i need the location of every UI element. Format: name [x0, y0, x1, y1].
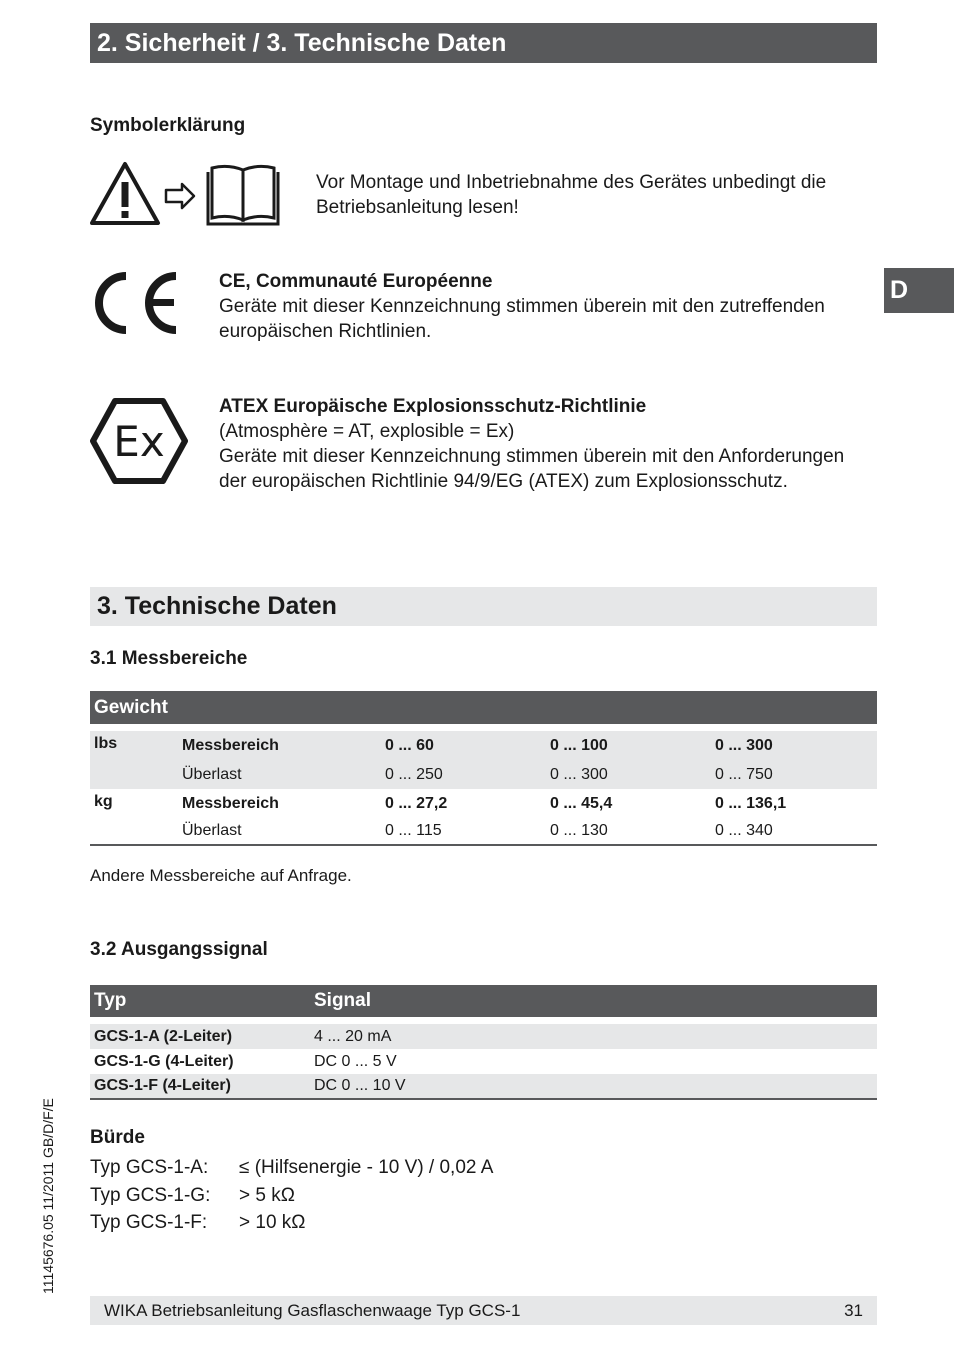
burde-row	[90, 1157, 493, 1179]
col-signal-header: Signal	[314, 990, 372, 1011]
signal-table-header	[90, 985, 877, 1017]
weight-table	[90, 691, 877, 846]
weight-table-body	[90, 731, 877, 846]
value-cell: 0 ... 300	[550, 765, 608, 783]
page-number: 31	[844, 1301, 863, 1320]
burde-row	[90, 1185, 295, 1207]
atex-title: ATEX Europäische Explosionsschutz-Richtlinie	[219, 396, 647, 417]
col-typ-header: Typ	[94, 990, 127, 1011]
signal-table	[90, 985, 877, 1100]
typ-cell: GCS-1-F (4-Leiter)	[94, 1077, 231, 1094]
ce-description	[219, 269, 869, 344]
table-row	[90, 1024, 877, 1049]
table-row	[90, 760, 877, 789]
atex-ex-icon	[90, 398, 188, 484]
value-cell: 0 ... 340	[715, 822, 773, 839]
arrow-right-icon	[166, 184, 194, 208]
unit-cell: kg	[94, 793, 113, 810]
burde-key: Typ GCS-1-F:	[90, 1212, 208, 1233]
language-tab[interactable]: D	[884, 268, 954, 313]
table-row	[90, 731, 877, 760]
value-cell: 0 ... 27,2	[385, 794, 448, 812]
weight-table-header: Gewicht	[90, 691, 877, 724]
manual-text: Vor Montage und Inbetriebnahme des Gerätes unbedingt die Betriebsanleitung lesen!	[316, 172, 827, 218]
book-icon	[208, 166, 278, 224]
read-manual-icon	[90, 160, 285, 228]
value-cell: 0 ... 45,4	[550, 794, 613, 812]
value-cell: 0 ... 115	[385, 822, 442, 839]
ce-title: CE, Communauté Européenne	[219, 271, 493, 292]
unit-cell: lbs	[94, 735, 118, 752]
symbols-heading: Symbolerklärung	[90, 115, 246, 136]
value-cell: 0 ... 60	[385, 736, 434, 754]
warning-icon	[92, 164, 158, 223]
ce-mark-icon	[90, 270, 182, 336]
signal-cell: DC 0 ... 5 V	[314, 1052, 397, 1070]
burde-value: ≤ (Hilfsenergie - 10 V) / 0,02 A	[239, 1157, 494, 1178]
value-cell: 0 ... 136,1	[715, 794, 787, 812]
label-cell: Messbereich	[182, 736, 279, 754]
burde-key: Typ GCS-1-G:	[90, 1185, 211, 1206]
signal-cell: DC 0 ... 10 V	[314, 1077, 406, 1094]
ce-text: Geräte mit dieser Kennzeichnung stimmen überein mit den zutreffenden europäischen Richtlinien.	[219, 296, 825, 342]
section-heading	[90, 587, 877, 626]
atex-text: Geräte mit dieser Kennzeichnung stimmen überein mit den Anforderungen der europäischen Richtlinie 94/9/EG (ATEX) zum Explosionsschutz.	[219, 446, 845, 492]
unit-cell	[90, 818, 178, 845]
value-cell: 0 ... 100	[550, 736, 608, 754]
table-row	[90, 1049, 877, 1074]
table-row	[90, 789, 877, 818]
page-footer	[90, 1296, 877, 1325]
label-cell: Überlast	[182, 822, 242, 839]
subsection-heading-ausgangssignal: 3.2 Ausgangssignal	[90, 939, 268, 960]
burde-value: > 5 kΩ	[239, 1185, 295, 1206]
typ-cell: GCS-1-A (2-Leiter)	[94, 1027, 233, 1045]
value-cell: 0 ... 130	[550, 822, 608, 839]
range-note: Andere Messbereiche auf Anfrage.	[90, 866, 352, 885]
atex-description	[219, 394, 859, 494]
typ-cell: GCS-1-G (4-Leiter)	[94, 1052, 234, 1070]
burde-heading: Bürde	[90, 1127, 145, 1148]
label-cell: Messbereich	[182, 794, 279, 812]
footer-text: WIKA Betriebsanleitung Gasflaschenwaage Typ GCS-1	[104, 1301, 521, 1320]
burde-key: Typ GCS-1-A:	[90, 1157, 209, 1178]
document-code: 11145676.05 11/2011 GB/D/F/E	[40, 1098, 56, 1294]
svg-text:Ex: Ex	[113, 417, 165, 466]
label-cell: Überlast	[182, 765, 242, 783]
value-cell: 0 ... 750	[715, 765, 773, 783]
burde-value: > 10 kΩ	[239, 1212, 306, 1233]
page-header	[90, 23, 877, 63]
value-cell: 0 ... 300	[715, 736, 773, 754]
section-title: 3. Technische Daten	[97, 592, 337, 620]
subsection-heading-messbereiche: 3.1 Messbereiche	[90, 648, 248, 669]
burde-row	[90, 1212, 306, 1234]
table-row	[90, 1074, 877, 1099]
table-row	[90, 818, 877, 845]
signal-cell: 4 ... 20 mA	[314, 1027, 392, 1045]
signal-table-body	[90, 1024, 877, 1100]
value-cell: 0 ... 250	[385, 765, 443, 783]
page-title: 2. Sicherheit / 3. Technische Daten	[97, 29, 507, 57]
unit-cell	[90, 760, 178, 789]
atex-line1: (Atmosphère = AT, explosible = Ex)	[219, 421, 515, 442]
